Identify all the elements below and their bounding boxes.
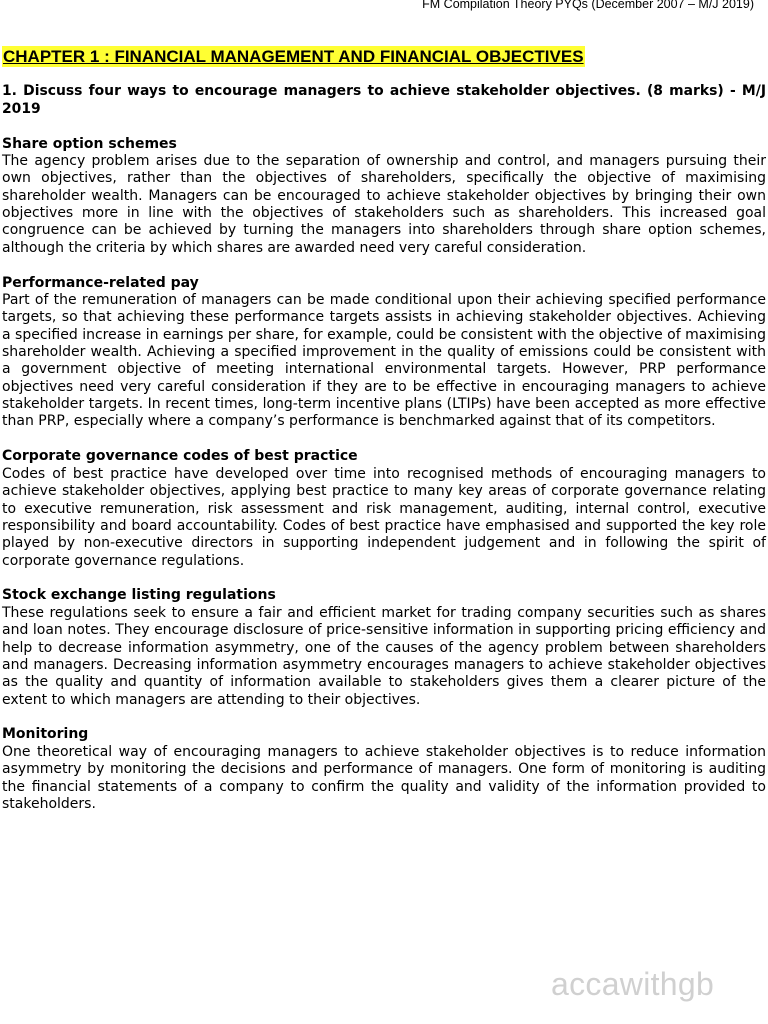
section-body: Part of the remuneration of managers can be made conditional upon their achieving specified performance targets, so that achieving these performance targets assists in achieving stakeholder objectives. Achieving a specified increase in earnings per share, for example, could be consistent with the objective of maximising shareholder wealth. Achieving a specified improvement in the quality of emissions could be consistent with a government objective of meeting international environmental targets. However, PRP performance objectives need very careful consideration if they are to be effective in encouraging managers to achieve stakeholder targets. In recent times, long-term incentive plans (LTIPs) have been accepted as more effective than PRP, especially where a company’s performance is benchmarked against that of its competitors. [2,292,766,430]
section-heading: Stock exchange listing regulations [2,587,276,604]
section-corporate-governance-codes [2,448,766,570]
section-share-option-schemes [2,136,766,258]
section-heading: Monitoring [2,726,89,743]
section-body: Codes of best practice have developed over time into recognised methods of encouraging managers to achieve stakeholder objectives, applying best practice to many key areas of corporate governance relating to executive remuneration, risk assessment and risk management, auditing, internal control, executive responsibility and board accountability. Codes of best practice have emphasised and supported the key role played by non-executive directors in supporting independent judgement and in following the spirit of corporate governance regulations. [2,465,766,569]
section-body: The agency problem arises due to the separation of ownership and control, and managers pursuing their own objectives, rather than the objectives of shareholders, specifically the objective of maximising shareholder wealth. Managers can be encouraged to achieve stakeholder objectives by bringing their own objectives more in line with the objectives of stakeholders such as shareholders. This increased goal congruence can be achieved by turning the managers into shareholders through share option schemes, although the criteria by which shares are awarded need very careful consideration. [2,153,766,256]
question-text: 1. Discuss four ways to encourage managers to achieve stakeholder objectives. (8 marks) - M/J 2019 [2,83,766,117]
running-header: FM Compilation Theory PYQs (December 2007 – M/J 2019) [422,0,754,11]
section-body: One theoretical way of encouraging managers to achieve stakeholder objectives is to reduce information asymmetry by monitoring the decisions and performance of managers. One form of monitoring is auditing the financial statements of a company to confirm the quality and validity of the information provided to stakeholders. [2,743,766,812]
section-performance-related-pay [2,275,766,431]
chapter-title: CHAPTER 1 : FINANCIAL MANAGEMENT AND FINANCIAL OBJECTIVES [3,47,584,66]
section-stock-exchange-listing [2,587,766,709]
section-monitoring [2,726,766,813]
section-body: These regulations seek to ensure a fair and efficient market for trading company securities such as shares and loan notes. They encourage disclosure of price-sensitive information in supporting pricing efficiency and help to decrease information asymmetry, one of the causes of the agency problem between shareholders and managers. Decreasing information asymmetry encourages managers to achieve stakeholder objectives as the quality and quantity of information available to stakeholders gives them a clearer picture of the extent to which managers are attending to their objectives. [2,604,766,708]
document-page [2,46,766,813]
section-heading: Performance-related pay [2,274,199,291]
section-heading: Share option schemes [2,135,177,152]
watermark: accawithgb [551,966,715,1002]
section-heading: Corporate governance codes of best practice [2,448,358,465]
